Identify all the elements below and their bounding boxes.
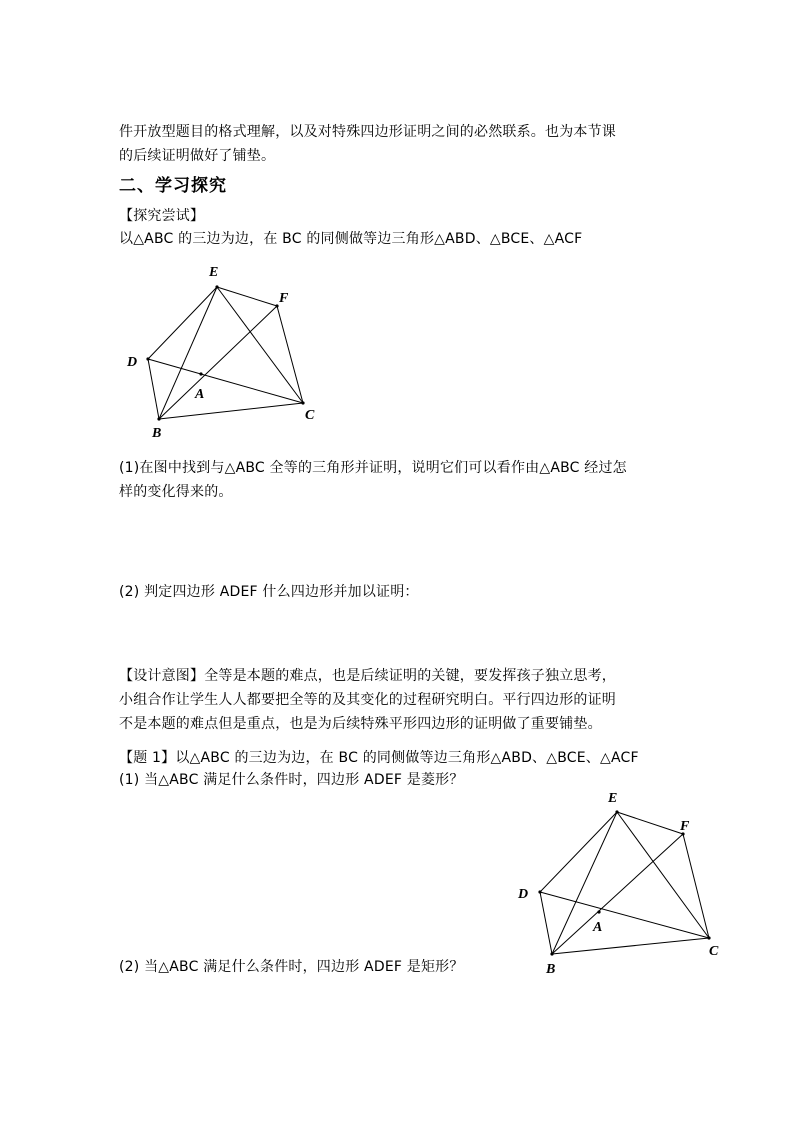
label-A: A bbox=[593, 920, 603, 935]
label-C: C bbox=[305, 408, 315, 423]
section-heading: 二、学习探究 bbox=[119, 176, 227, 196]
segment-BF bbox=[552, 834, 683, 954]
point-A bbox=[597, 910, 600, 913]
label-B: B bbox=[546, 962, 556, 977]
point-B bbox=[550, 952, 553, 955]
point-E bbox=[615, 810, 618, 813]
design-intent-line-3: 不是本题的难点但是重点，也是为后续特殊平形四边形的证明做了重要铺垫。 bbox=[119, 716, 602, 732]
label-F: F bbox=[279, 291, 289, 306]
label-E: E bbox=[209, 265, 219, 280]
segment-DC bbox=[540, 892, 709, 938]
explore-tag: 【探究尝试】 bbox=[119, 208, 205, 224]
point-C bbox=[707, 936, 710, 939]
label-D: D bbox=[127, 355, 138, 370]
label-B: B bbox=[152, 426, 162, 441]
design-intent-line-1: 【设计意图】全等是本题的难点，也是后续证明的关键，要发挥孩子独立思考， bbox=[119, 668, 616, 684]
intro-line-1: 件开放型题目的格式理解，以及对特殊四边形证明之间的必然联系。也为本节课 bbox=[119, 124, 616, 140]
problem-1-question-1: (1) 当△ABC 满足什么条件时，四边形 ADEF 是菱形？ bbox=[119, 772, 464, 788]
point-D bbox=[538, 890, 541, 893]
problem-1-statement: 【题 1】以△ABC 的三边为边，在 BC 的同侧做等边三角形△ABD、△BCE、△ACF bbox=[119, 750, 639, 766]
segment-EF bbox=[617, 812, 683, 834]
segment-EC bbox=[617, 812, 709, 938]
segment-FC bbox=[683, 834, 709, 938]
label-A: A bbox=[195, 387, 205, 402]
explore-question-1-line-2: 样的变化得来的。 bbox=[119, 484, 233, 500]
label-C: C bbox=[709, 944, 719, 959]
segment-CB bbox=[552, 938, 709, 954]
label-E: E bbox=[608, 791, 618, 806]
design-intent-line-2: 小组合作让学生人人都要把全等的及其变化的过程研究明白。平行四边形的证明 bbox=[119, 692, 616, 708]
segment-BD bbox=[540, 892, 552, 954]
explore-question-1-line-1: (1)在图中找到与△ABC 全等的三角形并证明，说明它们可以看作由△ABC 经过怎 bbox=[119, 460, 627, 476]
explore-question-2: (2) 判定四边形 ADEF 什么四边形并加以证明： bbox=[119, 584, 419, 600]
segment-EB bbox=[552, 812, 617, 954]
label-D: D bbox=[518, 887, 529, 902]
label-F: F bbox=[680, 819, 690, 834]
explore-statement: 以△ABC 的三边为边，在 BC 的同侧做等边三角形△ABD、△BCE、△ACF bbox=[119, 231, 583, 247]
intro-line-2: 的后续证明做好了铺垫。 bbox=[119, 148, 276, 164]
segment-DE bbox=[540, 812, 617, 892]
problem-1-question-2: (2) 当△ABC 满足什么条件时，四边形 ADEF 是矩形？ bbox=[119, 959, 464, 975]
